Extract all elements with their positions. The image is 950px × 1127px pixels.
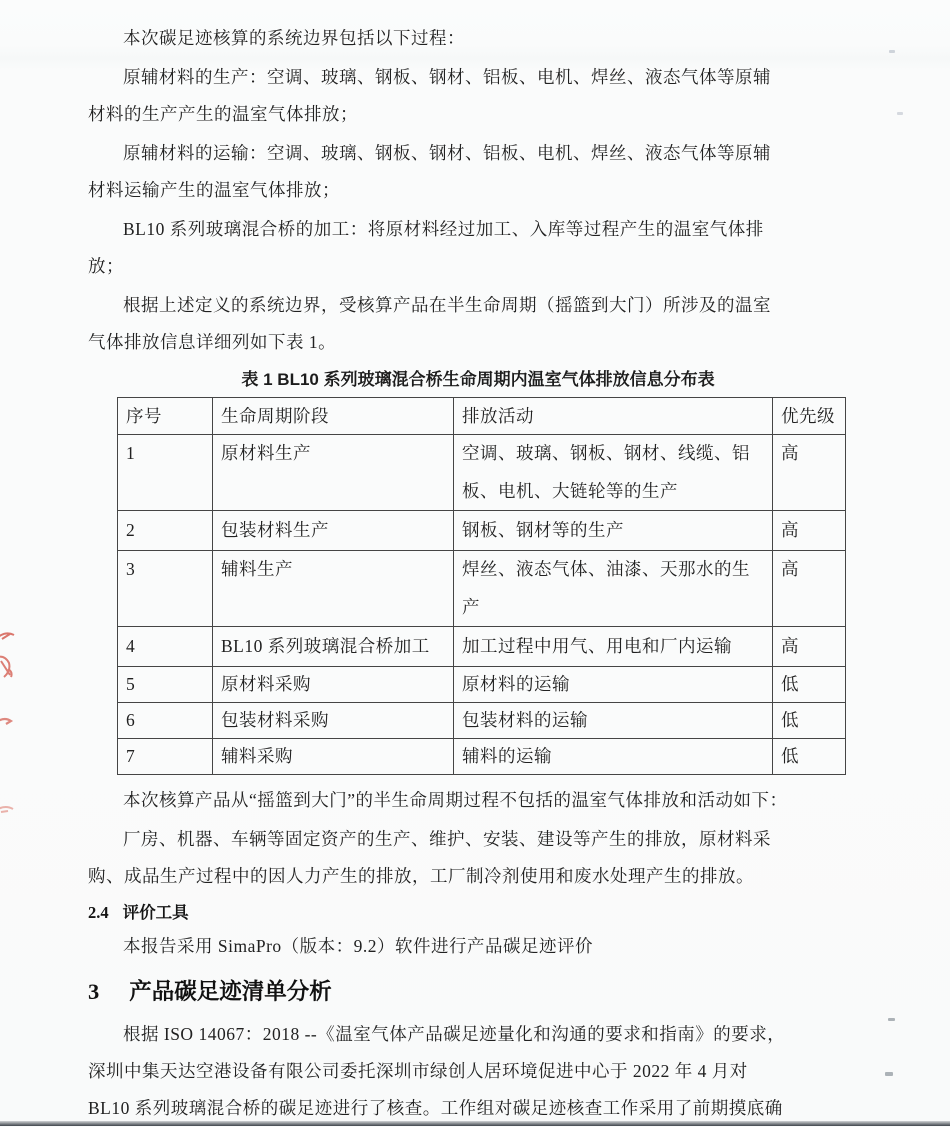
paragraph-line: 根据上述定义的系统边界，受核算产品在半生命周期（摇篮到大门）所涉及的温室 [123,295,771,315]
cell-stage: 辅料采购 [213,739,454,775]
paragraph-line: 深圳中集天达空港设备有限公司委托深圳市绿创人居环境促进中心于 2022 年 4 月对 [88,1061,748,1081]
paragraph-line: 本次碳足迹核算的系统边界包括以下过程： [123,28,465,48]
paragraph-system-boundary [88,20,868,57]
column-header-priority: 优先级 [773,398,846,435]
cell-index: 1 [118,435,213,511]
table-caption: 表 1 BL10 系列玻璃混合桥生命周期内温室气体排放信息分布表 [241,370,715,389]
cell-activity: 辅料的运输 [454,739,773,775]
paragraph-simapro [88,928,868,965]
paragraph-exclusions-intro [88,782,868,819]
cell-stage: 原材料采购 [213,667,454,703]
emission-info-table [117,397,846,775]
heading-evaluation-tool [88,898,868,928]
paragraph-half-lifecycle [88,287,868,361]
paragraph-raw-material-production [88,59,868,133]
paragraph-line: 本次核算产品从“摇篮到大门”的半生命周期过程不包括的温室气体排放和活动如下： [123,790,788,810]
table-row [118,667,846,703]
column-header-index: 序号 [118,398,213,435]
paragraph-line: 原辅材料的运输：空调、玻璃、钢板、钢材、铝板、电机、焊丝、液态气体等原辅 [123,143,771,163]
cell-index: 6 [118,703,213,739]
scan-speck [897,112,903,115]
cell-priority: 高 [773,435,846,511]
cell-activity: 空调、玻璃、钢板、钢材、线缆、铝板、电机、大链轮等的生产 [454,435,773,511]
scan-speck [885,1072,893,1076]
cell-activity: 钢板、钢材等的生产 [454,511,773,551]
paragraph-bl10-processing [88,211,868,285]
paragraph-line: 购、成品生产过程中的因人力产生的排放，工厂制冷剂使用和废水处理产生的排放。 [88,866,754,886]
paragraph-line: BL10 系列玻璃混合桥的加工：将原材料经过加工、入库等过程产生的温室气体排 [123,219,764,239]
scan-speck [888,1018,895,1021]
paragraph-raw-material-transport [88,135,868,209]
paragraph-line: 气体排放信息详细列如下表 1。 [88,332,337,352]
heading-number: 2.4 [88,903,109,922]
cell-stage: 原材料生产 [213,435,454,511]
table-header-row [118,398,846,435]
cell-priority: 低 [773,739,846,775]
paragraph-line: 厂房、机器、车辆等固定资产的生产、维护、安装、建设等产生的排放，原材料采 [123,829,771,849]
heading-title: 产品碳足迹清单分析 [129,979,332,1004]
table-row [118,511,846,551]
cell-stage: 辅料生产 [213,551,454,627]
scan-speck [889,50,895,53]
cell-activity: 原材料的运输 [454,667,773,703]
paragraph-exclusions-detail [88,821,868,895]
cell-priority: 低 [773,703,846,739]
heading-inventory-analysis [88,972,868,1012]
paragraph-line: 放； [88,256,124,276]
table-row [118,627,846,667]
table-row [118,739,846,775]
heading-number: 3 [88,979,100,1004]
paragraph-iso-verification [88,1016,868,1127]
paragraph-line: 原辅材料的生产：空调、玻璃、钢板、钢材、铝板、电机、焊丝、液态气体等原辅 [123,67,771,87]
cell-priority: 高 [773,511,846,551]
paragraph-line: 材料的生产产生的温室气体排放； [88,104,358,124]
red-pen-mark-artifacts [0,625,22,825]
table-row [118,435,846,511]
column-header-emission-activity: 排放活动 [454,398,773,435]
cell-activity: 加工过程中用气、用电和厂内运输 [454,627,773,667]
cell-stage: 包装材料生产 [213,511,454,551]
heading-title: 评价工具 [122,904,189,922]
cell-index: 7 [118,739,213,775]
paragraph-line: 根据 ISO 14067：2018 --《温室气体产品碳足迹量化和沟通的要求和指南》的要求， [123,1024,786,1044]
column-header-lifecycle-stage: 生命周期阶段 [213,398,454,435]
cell-index: 3 [118,551,213,627]
cell-stage: BL10 系列玻璃混合桥加工 [213,627,454,667]
cell-stage: 包装材料采购 [213,703,454,739]
cell-activity: 焊丝、液态气体、油漆、天那水的生产 [454,551,773,627]
cell-priority: 高 [773,627,846,667]
paragraph-line: BL10 系列玻璃混合桥的碳足迹进行了核查。工作组对碳足迹核查工作采用了前期摸底确 [88,1098,783,1118]
cell-activity: 包装材料的运输 [454,703,773,739]
cell-priority: 低 [773,667,846,703]
table-row [118,703,846,739]
cell-index: 2 [118,511,213,551]
paragraph-line: 材料运输产生的温室气体排放； [88,180,340,200]
cell-index: 5 [118,667,213,703]
table-row [118,551,846,627]
paragraph-line: 本报告采用 SimaPro（版本：9.2）软件进行产品碳足迹评价 [123,936,594,956]
cell-priority: 高 [773,551,846,627]
cell-index: 4 [118,627,213,667]
